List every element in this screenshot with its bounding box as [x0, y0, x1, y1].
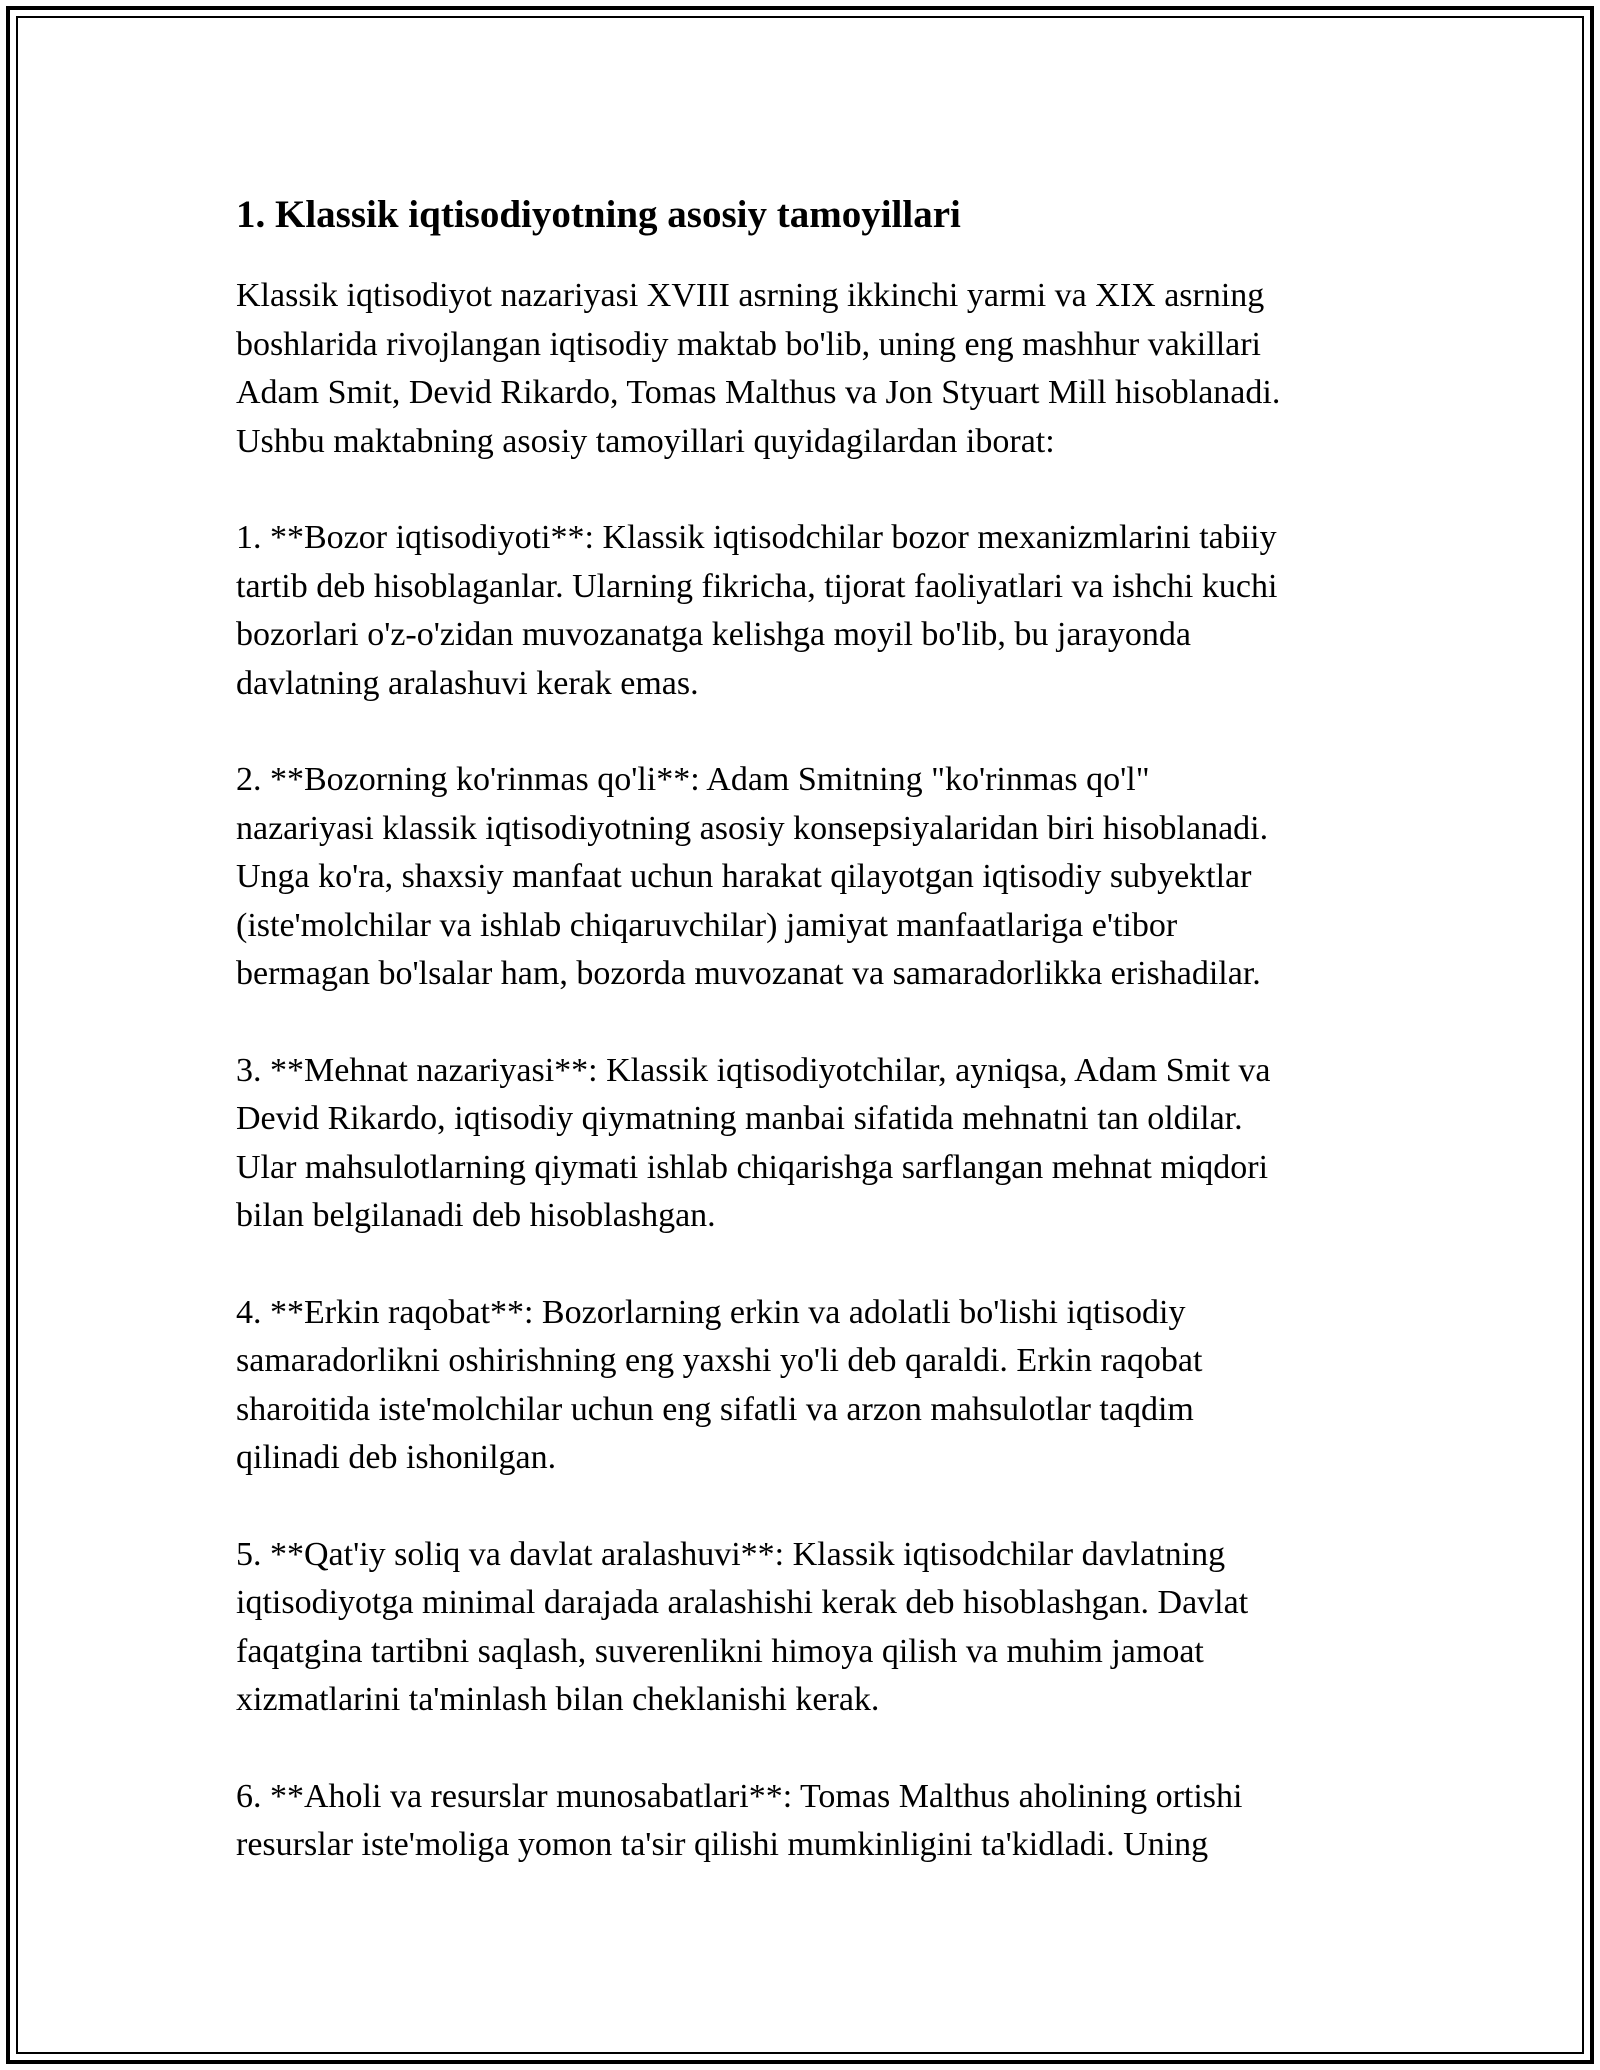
principle-5-paragraph: 5. **Qat'iy soliq va davlat aralashuvi**: Klassik iqtisodchilar davlatning iqtisodiyotga minimal darajada aralashishi kerak deb hisoblashgan. Davlat faqatgina tartibni saqlash, suverenlikni himoya qilish va muhim jamoat xizmatlarini ta'minlash bilan cheklanishi kerak.	[236, 1535, 1249, 1718]
document-body	[236, 188, 1376, 1918]
principle-1-paragraph: 1. **Bozor iqtisodiyoti**: Klassik iqtisodchilar bozor mexanizmlarini tabiiy tartib deb hisoblaganlar. Ularning fikricha, tijorat faoliyatlari va ishchi kuchi bozorlari o'z-o'zidan muvozanatga kelishga moyil bo'lib, bu jarayonda davlatning aralashuvi kerak emas.	[236, 519, 1278, 702]
intro-paragraph: Klassik iqtisodiyot nazariyasi XVIII asrning ikkinchi yarmi va XIX asrning boshlarida rivojlangan iqtisodiy maktab bo'lib, uning eng mashhur vakillari Adam Smit, Devid Rikardo, Tomas Malthus va Jon Styuart Mill hisoblanadi. Ushbu maktabning asosiy tamoyillari quyidagilardan iborat:	[236, 277, 1281, 460]
principle-2-paragraph: 2. **Bozorning ko'rinmas qo'li**: Adam Smitning "ko'rinmas qo'l" nazariyasi klassik iqtisodiyotning asosiy konsepsiyalaridan biri hisoblanadi. Unga ko'ra, shaxsiy manfaat uchun harakat qilayotgan iqtisodiy subyektlar (iste'molchilar va ishlab chiqaruvchilar) jamiyat manfaatlariga e'tibor bermagan bo'lsalar ham, bozorda muvozanat va samaradorlikka erishadilar.	[236, 761, 1269, 992]
principle-4-paragraph: 4. **Erkin raqobat**: Bozorlarning erkin va adolatli bo'lishi iqtisodiy samaradorlikni oshirishning eng yaxshi yo'li deb qaraldi. Erkin raqobat sharoitida iste'molchilar uchun eng sifatli va arzon mahsulotlar taqdim qilinadi deb ishonilgan.	[236, 1293, 1203, 1476]
principle-3-paragraph: 3. **Mehnat nazariyasi**: Klassik iqtisodiyotchilar, ayniqsa, Adam Smit va Devid Rikardo, iqtisodiy qiymatning manbai sifatida mehnatni tan oldilar. Ular mahsulotlarning qiymati ishlab chiqarishga sarflangan mehnat miqdori bilan belgilanadi deb hisoblashgan.	[236, 1051, 1271, 1234]
principle-6-paragraph: 6. **Aholi va resurslar munosabatlari**: Tomas Malthus aholining ortishi resurslar iste'moliga yomon ta'sir qilishi mumkinligini ta'kidladi. Uning	[236, 1777, 1243, 1863]
section-title: 1. Klassik iqtisodiyotning asosiy tamoyillari	[236, 193, 961, 236]
